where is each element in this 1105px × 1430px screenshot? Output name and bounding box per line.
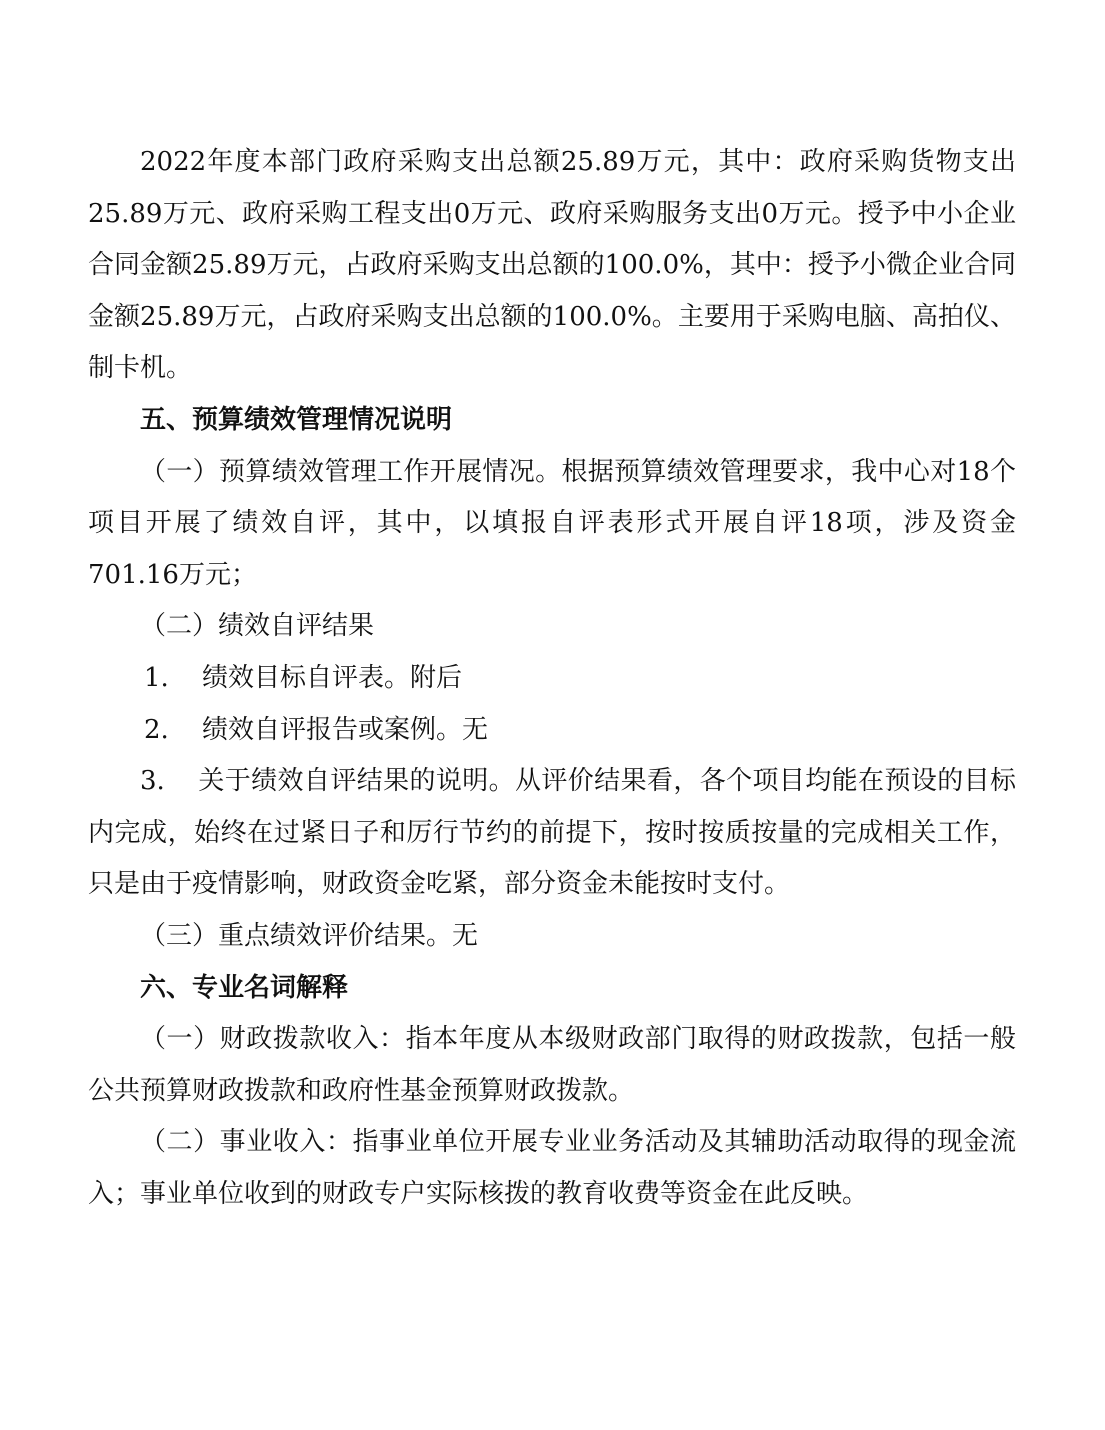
- list-item-3: [88, 756, 1016, 911]
- self-evaluation-results-heading: （二）绩效自评结果: [140, 611, 375, 642]
- procurement-paragraph: 2022年度本部门政府采购支出总额25.89万元，其中：政府采购货物支出25.89万元、政府采购工程支出0万元、政府采购服务支出0万元。授予中小企业合同金额25.89万元，占政府采购支出总额的100.0%，其中：授予小微企业合同金额25.89万元，占政府采购支出总额的100.0%。主要用于采购电脑、高拍仪、制卡机。: [88, 147, 1016, 384]
- section-heading-glossary: 六、专业名词解释: [140, 972, 349, 1003]
- list-item-number: 2.: [144, 714, 169, 745]
- key-evaluation-results: （三）重点绩效评价结果。无: [140, 920, 479, 951]
- performance-work-paragraph: （一）预算绩效管理工作开展情况。根据预算绩效管理要求，我中心对18个项目开展了绩效自评，其中，以填报自评表形式开展自评18项，涉及资金701.16万元；: [88, 456, 1016, 590]
- list-item-number: 3.: [140, 766, 165, 797]
- list-item-text: 绩效自评报告或案例。无: [202, 714, 489, 745]
- list-item-number: 1.: [144, 662, 169, 693]
- section-heading-budget-performance: 五、预算绩效管理情况说明: [140, 404, 453, 435]
- list-item-text: 绩效目标自评表。附后: [202, 662, 463, 693]
- glossary-term-fiscal-appropriation: （一）财政拨款收入：指本年度从本级财政部门取得的财政拨款，包括一般公共预算财政拨款和政府性基金预算财政拨款。: [88, 1024, 1016, 1106]
- glossary-term-business-income: （二）事业收入：指事业单位开展专业业务活动及其辅助活动取得的现金流入；事业单位收到的财政专户实际核拨的教育收费等资金在此反映。: [88, 1127, 1016, 1209]
- list-item-text: 关于绩效自评结果的说明。从评价结果看，各个项目均能在预设的目标内完成，始终在过紧日子和厉行节约的前提下，按时按质按量的完成相关工作，只是由于疫情影响，财政资金吃紧，部分资金未能按时支付。: [88, 766, 1016, 900]
- list-item-1: [88, 653, 1016, 705]
- document-page: [88, 137, 1016, 1220]
- list-item-2: [88, 705, 1016, 757]
